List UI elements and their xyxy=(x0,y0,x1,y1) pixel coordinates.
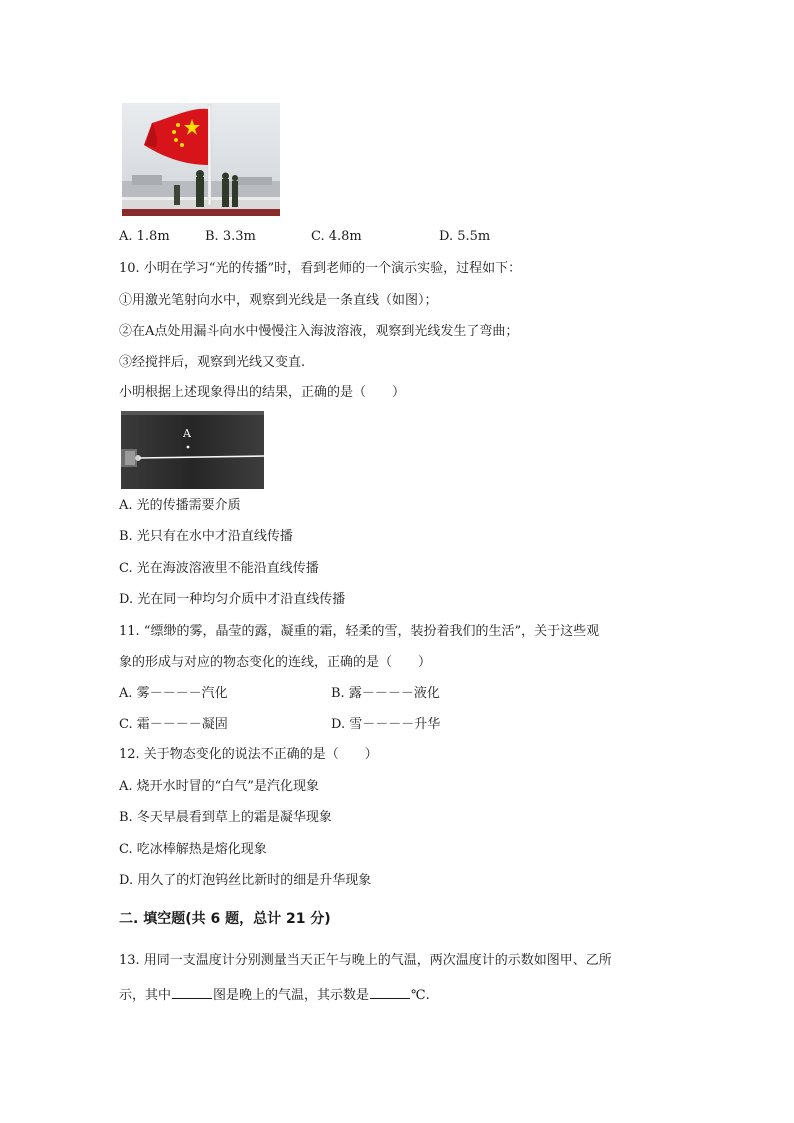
q10-step-3: ③经搅拌后，观察到光线又变直. xyxy=(119,355,306,370)
laser-beam-figure xyxy=(121,411,264,489)
q13-text-a: 示，其中 xyxy=(119,988,172,1003)
q10-question: 小明根据上述现象得出的结果，正确的是（ ） xyxy=(119,385,406,400)
point-a-label: A xyxy=(183,427,191,440)
q9-option-c: C. 4.8m xyxy=(311,229,362,244)
q13-text-c: ℃. xyxy=(411,988,430,1003)
q10-option-a: A. 光的传播需要介质 xyxy=(119,498,241,513)
q9-option-d: D. 5.5m xyxy=(439,229,491,244)
q13-blank-1[interactable] xyxy=(172,984,212,999)
flag-raising-photo xyxy=(122,103,280,216)
q9-option-b: B. 3.3m xyxy=(205,229,256,244)
q13-line2 xyxy=(119,984,430,1005)
q12-option-a: A. 烧开水时冒的“白气”是汽化现象 xyxy=(119,779,319,794)
laser-beam-drawing xyxy=(121,411,264,489)
q12-stem: 12. 关于物态变化的说法不正确的是（ ） xyxy=(119,747,378,762)
q10-option-c: C. 光在海波溶液里不能沿直线传播 xyxy=(119,561,319,576)
q13-line1: 13. 用同一支温度计分别测量当天正午与晚上的气温，两次温度计的示数如图甲、乙所 xyxy=(119,953,612,968)
q10-stem: 10. 小明在学习“光的传播”时，看到老师的一个演示实验，过程如下： xyxy=(119,261,522,276)
q9-option-a: A. 1.8m xyxy=(119,229,170,244)
q10-option-b: B. 光只有在水中才沿直线传播 xyxy=(119,529,293,544)
q10-option-d: D. 光在同一种均匀介质中才沿直线传播 xyxy=(119,592,346,607)
q11-option-c: C. 霜－－－－凝固 xyxy=(119,717,228,732)
q12-option-d: D. 用久了的灯泡钨丝比新时的细是升华现象 xyxy=(119,873,372,888)
q10-step-2: ②在A点处用漏斗向水中慢慢注入海波溶液，观察到光线发生了弯曲； xyxy=(119,324,519,339)
q13-text-b: 图是晚上的气温，其示数是 xyxy=(213,988,370,1003)
q10-step-1: ①用激光笔射向水中，观察到光线是一条直线（如图）； xyxy=(119,293,438,308)
q11-option-d: D. 雪－－－－升华 xyxy=(331,717,441,732)
q11-option-a: A. 雾－－－－汽化 xyxy=(119,686,228,701)
q11-option-b: B. 露－－－－液化 xyxy=(331,686,440,701)
q12-option-c: C. 吃冰棒解热是熔化现象 xyxy=(119,842,267,857)
q13-blank-2[interactable] xyxy=(370,984,410,999)
section-2-heading: 二. 填空题(共 6 题，总计 21 分) xyxy=(119,911,331,927)
q11-stem-line1: 11. “缥缈的雾，晶莹的露，凝重的霜，轻柔的雪，装扮着我们的生活”，关于这些观 xyxy=(119,624,600,639)
q11-stem-line2: 象的形成与对应的物态变化的连线，正确的是（ ） xyxy=(119,655,432,670)
q12-option-b: B. 冬天早晨看到草上的霜是凝华现象 xyxy=(119,810,332,825)
